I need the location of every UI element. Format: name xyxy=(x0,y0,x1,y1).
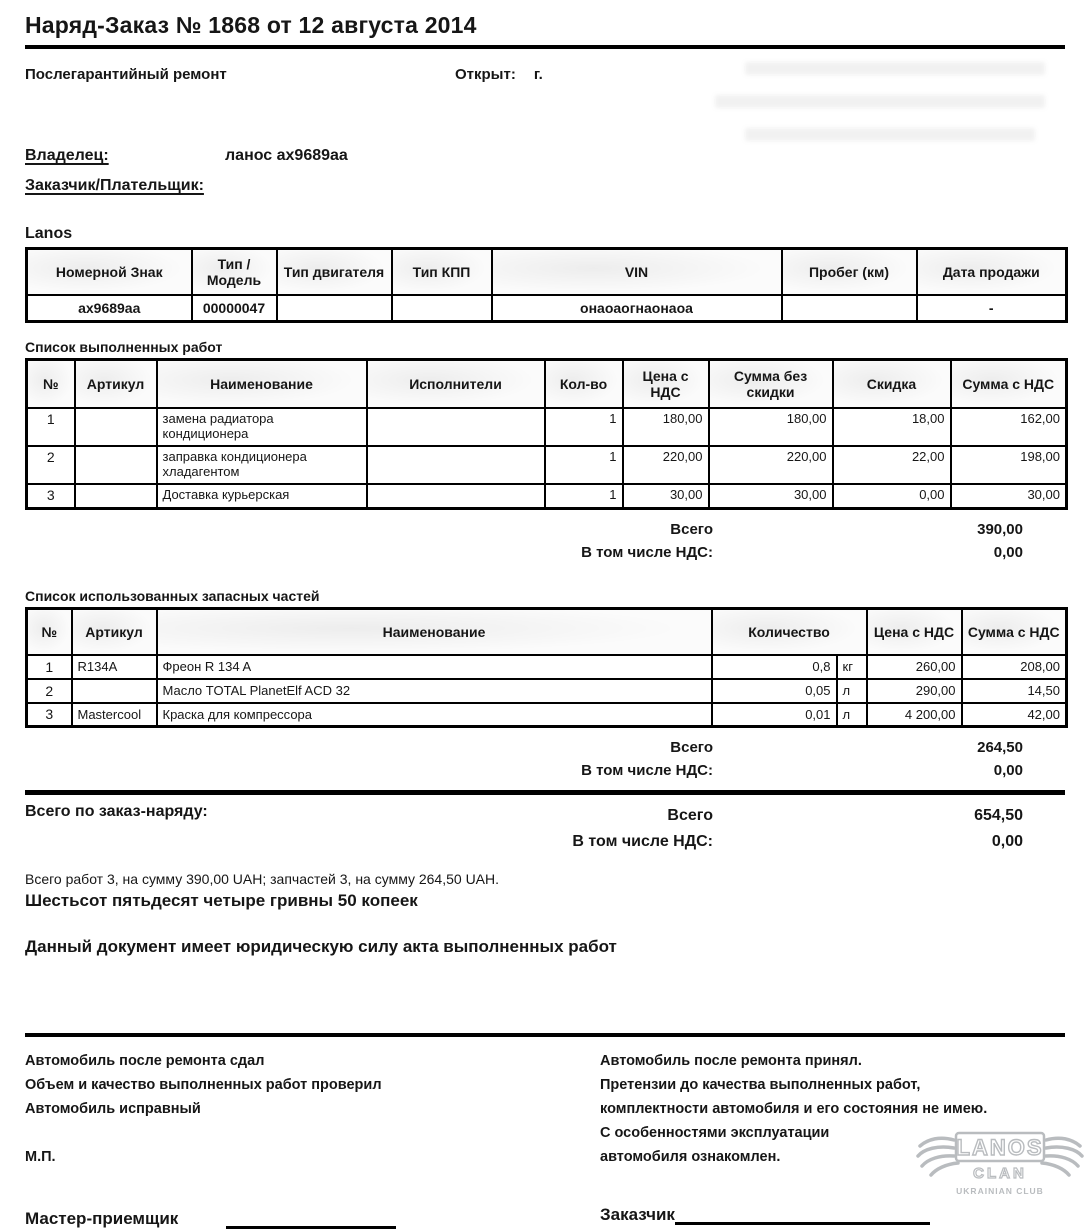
scan-artifact xyxy=(745,128,1035,141)
grand-total-label: Всего xyxy=(667,807,713,824)
works-vat-label: В том числе НДС: xyxy=(581,544,713,561)
parts-col-article: Артикул xyxy=(72,609,157,655)
parts-section-title: Список использованных запасных частей xyxy=(25,588,320,604)
part-num: 3 xyxy=(27,703,72,727)
parts-table xyxy=(25,607,1068,728)
signature-statement: Автомобиль исправный xyxy=(25,1101,201,1117)
work-discount: 18,00 xyxy=(833,408,951,446)
work-sum: 198,00 xyxy=(951,446,1067,484)
part-name: Масло TOTAL PlanetElf ACD 32 xyxy=(157,679,712,703)
vehicle-col-vin: VIN xyxy=(492,249,782,295)
summary-line: Всего работ 3, на сумму 390,00 UAH; запчастей 3, на сумму 264,50 UAH. xyxy=(25,871,500,887)
customer-signature-line xyxy=(675,1205,930,1225)
work-qty: 1 xyxy=(545,484,623,509)
grand-total-value: 654,50 xyxy=(974,807,1023,824)
signature-statement: С особенностями эксплуатации xyxy=(600,1125,830,1141)
opened-label: Открыт: xyxy=(455,66,516,83)
work-executors xyxy=(367,408,545,446)
part-qty: 0,01 xyxy=(712,703,837,727)
parts-vat-label: В том числе НДС: xyxy=(581,762,713,779)
work-discount: 0,00 xyxy=(833,484,951,509)
work-name: замена радиатора кондиционера xyxy=(157,408,367,446)
table-row xyxy=(27,655,1067,679)
work-discount: 22,00 xyxy=(833,446,951,484)
part-sum: 14,50 xyxy=(962,679,1067,703)
table-row xyxy=(27,408,1067,446)
logo-text-lanos: LANOS xyxy=(956,1135,1044,1160)
opened-value: г. xyxy=(533,66,543,83)
lanos-clan-logo xyxy=(916,1128,1084,1200)
works-section-title: Список выполненных работ xyxy=(25,339,223,355)
works-col-name: Наименование xyxy=(157,360,367,408)
works-col-sum: Сумма с НДС xyxy=(951,360,1067,408)
table-row xyxy=(27,446,1067,484)
table-row xyxy=(27,679,1067,703)
master-label: Мастер-приемщик xyxy=(25,1209,179,1228)
works-col-qty: Кол-во xyxy=(545,360,623,408)
grand-vat-label: В том числе НДС: xyxy=(572,833,713,850)
part-num: 2 xyxy=(27,679,72,703)
work-num: 3 xyxy=(27,484,75,509)
vehicle-col-plate: Номерной Знак xyxy=(27,249,192,295)
parts-col-name: Наименование xyxy=(157,609,712,655)
owner-value: ланос ах9689аа xyxy=(225,147,348,164)
works-col-num: № xyxy=(27,360,75,408)
work-executors xyxy=(367,484,545,509)
title-divider xyxy=(25,45,1065,49)
works-col-price: Цена с НДС xyxy=(623,360,709,408)
work-price: 220,00 xyxy=(623,446,709,484)
page-title: Наряд-Заказ № 1868 от 12 августа 2014 xyxy=(25,12,477,38)
work-num: 1 xyxy=(27,408,75,446)
parts-vat-value: 0,00 xyxy=(993,762,1023,779)
work-price: 30,00 xyxy=(623,484,709,509)
vehicle-engine xyxy=(277,295,392,322)
vehicle-table xyxy=(25,247,1068,323)
work-qty: 1 xyxy=(545,446,623,484)
vehicle-plate: ах9689аа xyxy=(27,295,192,322)
work-num: 2 xyxy=(27,446,75,484)
parts-col-qty: Количество xyxy=(712,609,867,655)
grand-vat-value: 0,00 xyxy=(991,833,1023,850)
amount-in-words: Шестьсот пятьдесят четыре гривны 50 копеек xyxy=(25,891,418,910)
vehicle-row xyxy=(27,295,1067,322)
vehicle-col-mileage: Пробег (км) xyxy=(782,249,917,295)
part-num: 1 xyxy=(27,655,72,679)
work-article xyxy=(75,408,157,446)
grand-total-divider xyxy=(25,790,1065,795)
signature-statement: автомобиля ознакомлен. xyxy=(600,1149,781,1165)
signature-divider xyxy=(25,1033,1065,1037)
logo-text-club: UKRAINIAN CLUB xyxy=(956,1186,1044,1196)
master-signature-line xyxy=(226,1209,396,1229)
vehicle-type-model: 00000047 xyxy=(192,295,277,322)
parts-total-value: 264,50 xyxy=(977,739,1023,756)
signature-left-column xyxy=(25,1049,600,1229)
signature-statement: Автомобиль после ремонта принял. xyxy=(600,1053,862,1069)
grand-total-block xyxy=(25,803,1065,855)
legal-statement: Данный документ имеет юридическую силу акта выполненных работ xyxy=(25,937,617,956)
works-total-value: 390,00 xyxy=(977,521,1023,538)
signature-statement: комплектности автомобиля и его состояния не имею. xyxy=(600,1101,988,1117)
vehicle-vin: онаоаогнаонаоа xyxy=(492,295,782,322)
vehicle-mileage xyxy=(782,295,917,322)
vehicle-col-engine: Тип двигателя xyxy=(277,249,392,295)
scan-artifact xyxy=(715,95,1045,108)
works-col-sum-no-discount: Сумма без скидки xyxy=(709,360,833,408)
part-unit: л xyxy=(837,703,867,727)
part-qty: 0,05 xyxy=(712,679,837,703)
part-sum: 42,00 xyxy=(962,703,1067,727)
works-totals xyxy=(25,518,1065,564)
parts-col-num: № xyxy=(27,609,72,655)
signature-area xyxy=(25,1049,1065,1229)
parts-col-price: Цена с НДС xyxy=(867,609,962,655)
scan-artifact xyxy=(745,62,1045,75)
vehicle-model-label: Lanos xyxy=(25,225,73,242)
part-price: 260,00 xyxy=(867,655,962,679)
works-vat-value: 0,00 xyxy=(993,544,1023,561)
work-name: заправка кондиционера хладагентом xyxy=(157,446,367,484)
part-price: 4 200,00 xyxy=(867,703,962,727)
vehicle-col-type-model: Тип / Модель xyxy=(192,249,277,295)
vehicle-col-sale-date: Дата продажи xyxy=(917,249,1067,295)
table-row xyxy=(27,703,1067,727)
signature-statement: Объем и качество выполненных работ проверил xyxy=(25,1077,382,1093)
works-table xyxy=(25,358,1068,510)
work-sum-no-discount: 30,00 xyxy=(709,484,833,509)
vehicle-sale-date: - xyxy=(917,295,1067,322)
works-total-label: Всего xyxy=(670,521,713,538)
work-sum: 30,00 xyxy=(951,484,1067,509)
work-sum-no-discount: 180,00 xyxy=(709,408,833,446)
work-price: 180,00 xyxy=(623,408,709,446)
work-article xyxy=(75,484,157,509)
work-name: Доставка курьерская xyxy=(157,484,367,509)
owner-label: Владелец: xyxy=(25,147,109,164)
vehicle-col-gearbox: Тип КПП xyxy=(392,249,492,295)
signature-statement: Автомобиль после ремонта сдал xyxy=(25,1053,265,1069)
parts-total-label: Всего xyxy=(670,739,713,756)
stamp-place-label: М.П. xyxy=(25,1149,56,1165)
table-row xyxy=(27,484,1067,509)
part-name: Краска для компрессора xyxy=(157,703,712,727)
works-col-discount: Скидка xyxy=(833,360,951,408)
part-sum: 208,00 xyxy=(962,655,1067,679)
work-sum: 162,00 xyxy=(951,408,1067,446)
work-qty: 1 xyxy=(545,408,623,446)
customer-label: Заказчик/Плательщик: xyxy=(25,177,204,194)
part-qty: 0,8 xyxy=(712,655,837,679)
part-name: Фреон R 134 A xyxy=(157,655,712,679)
work-article xyxy=(75,446,157,484)
repair-type-label: Послегарантийный ремонт xyxy=(25,66,227,83)
grand-total-title: Всего по заказ-наряду: xyxy=(25,803,208,820)
part-article xyxy=(72,679,157,703)
part-price: 290,00 xyxy=(867,679,962,703)
part-article: R134A xyxy=(72,655,157,679)
customer-signature-label: Заказчик xyxy=(600,1205,675,1224)
work-executors xyxy=(367,446,545,484)
works-col-article: Артикул xyxy=(75,360,157,408)
part-article: Mastercool xyxy=(72,703,157,727)
works-col-executors: Исполнители xyxy=(367,360,545,408)
logo-text-clan: CLAN xyxy=(973,1165,1027,1182)
signature-statement: Претензии до качества выполненных работ, xyxy=(600,1077,921,1093)
part-unit: л xyxy=(837,679,867,703)
parts-col-sum: Сумма с НДС xyxy=(962,609,1067,655)
work-sum-no-discount: 220,00 xyxy=(709,446,833,484)
vehicle-gearbox xyxy=(392,295,492,322)
part-unit: кг xyxy=(837,655,867,679)
parts-totals xyxy=(25,736,1065,782)
